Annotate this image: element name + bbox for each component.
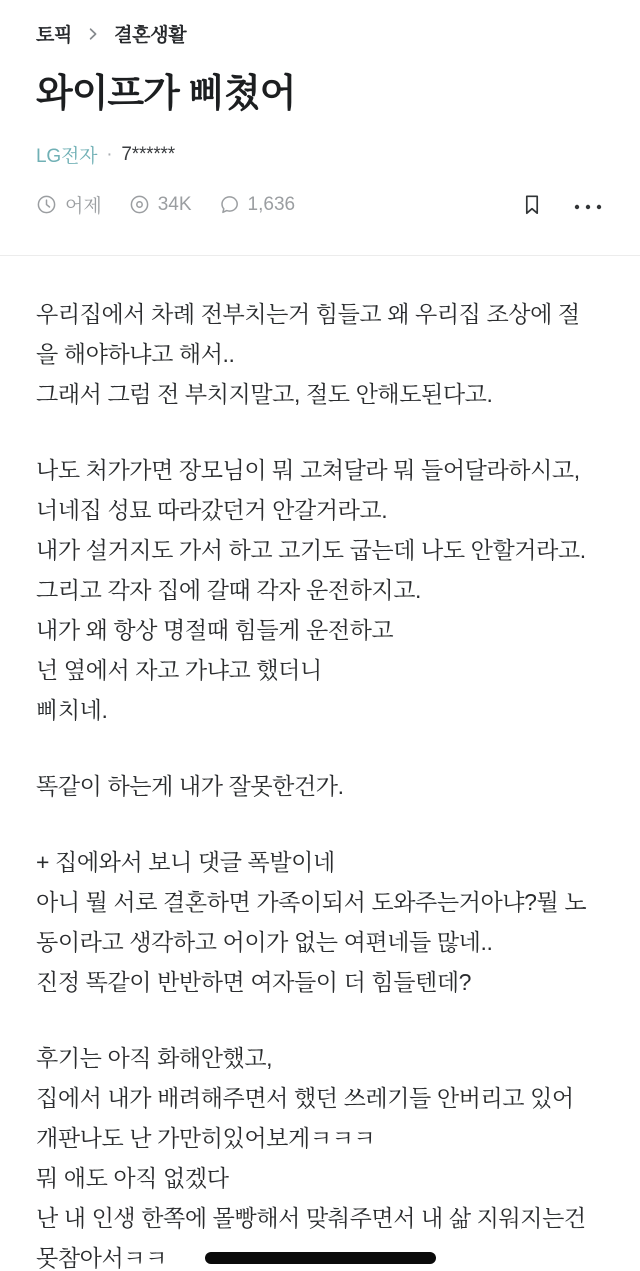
more-button[interactable] [572, 194, 604, 216]
post-paragraph [36, 766, 604, 806]
post-paragraph [36, 294, 604, 414]
body-line: 내가 설거지도 가서 하고 고기도 굽는데 나도 안할거라고. [36, 537, 586, 563]
body-line: 똑같이 하는게 내가 잘못한건가. [36, 773, 344, 799]
post-paragraph [36, 842, 604, 1002]
breadcrumb-category[interactable]: 결혼생활 [114, 25, 187, 46]
post-header [0, 0, 640, 255]
bookmark-button[interactable] [521, 193, 543, 217]
body-line: 넌 옆에서 자고 가냐고 했더니 [36, 657, 322, 683]
body-line: 삐치네. [36, 697, 108, 723]
redaction-bar [205, 1252, 436, 1264]
stats-row [36, 191, 604, 255]
body-line: 진정 똑같이 반반하면 여자들이 더 힘들텐데? [36, 969, 472, 995]
comments-stat [219, 194, 296, 216]
body-line: 우리집에서 차례 전부치는거 힘들고 왜 우리집 조상에 절 [36, 301, 580, 327]
body-line: 을 해야하냐고 해서.. [36, 341, 235, 367]
more-ellipsis-icon [572, 194, 604, 216]
body-line: 그리고 각자 집에 갈때 각자 운전하지고. [36, 577, 422, 603]
body-line: 난 내 인생 한쪽에 몰빵해서 맞춰주면서 내 삶 지워지는건 [36, 1205, 586, 1231]
time-label: 어제 [65, 196, 102, 217]
post-paragraph [36, 450, 604, 730]
time-stat [36, 191, 102, 218]
body-line: 후기는 아직 화해안했고, [36, 1045, 273, 1071]
author-id: 7****** [121, 143, 175, 165]
page-title: 와이프가 삐쳤어 [36, 73, 296, 115]
breadcrumb-topic[interactable]: 토픽 [36, 25, 73, 46]
body-line: 못참아서ㅋㅋ [36, 1238, 604, 1271]
body-line: 그래서 그럼 전 부치지말고, 절도 안해도된다고. [36, 381, 493, 407]
clock-icon [36, 194, 57, 215]
body-line: 나도 처가가면 장모님이 뭐 고쳐달라 뭐 들어달라하시고, [36, 457, 580, 483]
body-line: 집에서 내가 배려해주면서 했던 쓰레기들 안버리고 있어 [36, 1085, 574, 1111]
post-body [0, 256, 640, 1271]
body-line: 개판나도 난 가만히있어보게ㅋㅋㅋ [36, 1125, 376, 1151]
body-line: 아니 뭘 서로 결혼하면 가족이되서 도와주는거아냐?뭘 노 [36, 889, 587, 915]
chevron-right-icon [85, 25, 101, 42]
author-row [36, 141, 604, 168]
breadcrumb [36, 20, 604, 47]
company-name[interactable]: LG전자 [36, 146, 98, 167]
bookmark-icon [521, 193, 543, 217]
views-icon [129, 194, 150, 215]
dot-separator: · [106, 143, 113, 165]
comment-bubble-icon [219, 194, 240, 215]
header-actions [521, 193, 604, 217]
body-line: 뭐 애도 아직 없겠다 [36, 1165, 229, 1191]
views-count: 34K [157, 193, 192, 215]
body-line: 너네집 성묘 따라갔던거 안갈거라고. [36, 497, 388, 523]
body-line: 동이라고 생각하고 어이가 없는 여편네들 많네.. [36, 929, 493, 955]
post-paragraph [36, 1038, 604, 1271]
body-line: 내가 왜 항상 명절때 힘들게 운전하고 [36, 617, 394, 643]
views-stat [129, 194, 192, 216]
body-line: + 집에와서 보니 댓글 폭발이네 [36, 849, 335, 875]
comment-count: 1,636 [247, 193, 296, 215]
